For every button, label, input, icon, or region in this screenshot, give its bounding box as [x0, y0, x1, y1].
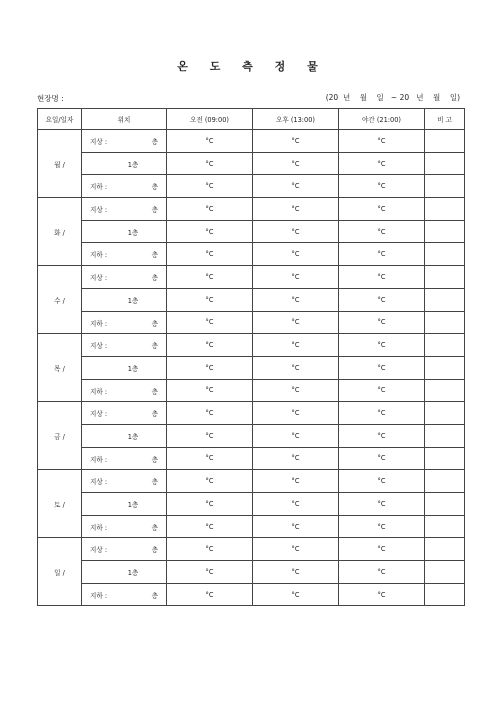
day-cell: 토 / [38, 470, 82, 538]
temp-cell-night[interactable]: °C [339, 175, 425, 198]
location-text: 지하 : [90, 387, 108, 396]
remarks-cell[interactable] [425, 561, 465, 584]
temp-cell-afternoon[interactable]: °C [253, 334, 339, 357]
header-afternoon: 오후 (13:00) [253, 109, 339, 130]
remarks-cell[interactable] [425, 152, 465, 175]
location-text: 지상 : [90, 206, 108, 215]
table-row [38, 220, 465, 243]
temp-cell-afternoon[interactable]: °C [253, 561, 339, 584]
temp-cell-morning[interactable]: °C [167, 220, 253, 243]
table-row [38, 288, 465, 311]
location-text: 지하 : [90, 251, 108, 260]
temp-cell-night[interactable]: °C [339, 198, 425, 221]
remarks-cell[interactable] [425, 583, 465, 606]
table-row [38, 447, 465, 470]
header-location: 위치 [82, 109, 167, 130]
remarks-cell[interactable] [425, 288, 465, 311]
temp-cell-afternoon[interactable]: °C [253, 424, 339, 447]
temp-cell-afternoon[interactable]: °C [253, 583, 339, 606]
table-row [38, 266, 465, 289]
location-text: 1층 [127, 228, 139, 237]
location-text: 층 [151, 206, 158, 215]
table-row [38, 493, 465, 516]
temperature-table [37, 108, 465, 606]
temp-cell-morning[interactable]: °C [167, 175, 253, 198]
location-cell-above [82, 334, 167, 357]
header-row [38, 109, 465, 130]
day-cell: 수 / [38, 266, 82, 334]
location-cell-above [82, 198, 167, 221]
location-cell-first [82, 493, 167, 516]
location-cell-above [82, 470, 167, 493]
temp-cell-morning[interactable]: °C [167, 379, 253, 402]
remarks-cell[interactable] [425, 130, 465, 153]
temp-cell-morning[interactable]: °C [167, 288, 253, 311]
location-cell-first [82, 220, 167, 243]
temp-cell-afternoon[interactable]: °C [253, 470, 339, 493]
table-row [38, 152, 465, 175]
location-cell-above [82, 130, 167, 153]
document-title: 온 도 측 정 물 [177, 60, 327, 73]
location-text: 층 [151, 387, 158, 396]
table-row [38, 356, 465, 379]
location-cell-first [82, 152, 167, 175]
location-text: 지상 : [90, 342, 108, 351]
header-day: 요일/일자 [38, 109, 82, 130]
temp-cell-night[interactable]: °C [339, 424, 425, 447]
remarks-cell[interactable] [425, 175, 465, 198]
location-cell-first [82, 288, 167, 311]
location-text: 층 [151, 183, 158, 192]
temp-cell-night[interactable]: °C [339, 152, 425, 175]
temp-cell-morning[interactable]: °C [167, 561, 253, 584]
temp-cell-afternoon[interactable]: °C [253, 311, 339, 334]
location-text: 층 [151, 319, 158, 328]
location-text: 지상 : [90, 138, 108, 146]
temp-cell-morning[interactable]: °C [167, 152, 253, 175]
temp-cell-night[interactable]: °C [339, 561, 425, 584]
location-text: 1층 [127, 160, 139, 169]
temp-cell-night[interactable]: °C [339, 356, 425, 379]
temp-cell-night[interactable]: °C [339, 220, 425, 243]
temp-cell-afternoon[interactable]: °C [253, 515, 339, 538]
table-row [38, 538, 465, 561]
temp-cell-morning[interactable]: °C [167, 583, 253, 606]
header-remarks: 비 고 [425, 109, 465, 130]
table-row [38, 402, 465, 425]
location-cell-below [82, 583, 167, 606]
temp-cell-morning[interactable]: °C [167, 356, 253, 379]
temp-cell-night[interactable]: °C [339, 515, 425, 538]
temp-cell-morning[interactable]: °C [167, 447, 253, 470]
period-range: (20 년 월 일 ~ 20 년 월 일) [325, 93, 460, 102]
temp-cell-afternoon[interactable]: °C [253, 198, 339, 221]
temp-cell-afternoon[interactable]: °C [253, 266, 339, 289]
header-night: 야간 (21:00) [339, 109, 425, 130]
remarks-cell[interactable] [425, 424, 465, 447]
temp-cell-night[interactable]: °C [339, 402, 425, 425]
remarks-cell[interactable] [425, 243, 465, 266]
location-text: 지하 : [90, 591, 108, 600]
remarks-cell[interactable] [425, 493, 465, 516]
location-text: 층 [151, 546, 158, 555]
day-cell: 목 / [38, 334, 82, 402]
location-text: 층 [151, 342, 158, 351]
temp-cell-afternoon[interactable]: °C [253, 130, 339, 153]
temp-cell-morning[interactable]: °C [167, 515, 253, 538]
location-cell-above [82, 402, 167, 425]
location-text: 지하 : [90, 455, 108, 464]
temp-cell-afternoon[interactable]: °C [253, 538, 339, 561]
location-text: 지하 : [90, 523, 108, 532]
temp-cell-morning[interactable]: °C [167, 402, 253, 425]
temp-cell-afternoon[interactable]: °C [253, 243, 339, 266]
location-cell-above [82, 266, 167, 289]
location-text: 지상 : [90, 546, 108, 555]
location-text: 층 [151, 410, 158, 419]
location-text: 층 [151, 455, 158, 464]
location-text: 층 [151, 274, 158, 283]
temp-cell-morning[interactable]: °C [167, 198, 253, 221]
location-text: 층 [151, 591, 158, 600]
table-row [38, 583, 465, 606]
temp-cell-afternoon[interactable]: °C [253, 175, 339, 198]
temp-cell-morning[interactable]: °C [167, 266, 253, 289]
remarks-cell[interactable] [425, 220, 465, 243]
temp-cell-morning[interactable]: °C [167, 130, 253, 153]
table-row [38, 175, 465, 198]
table-row [38, 515, 465, 538]
temp-cell-afternoon[interactable]: °C [253, 152, 339, 175]
temp-cell-morning[interactable]: °C [167, 470, 253, 493]
day-cell: 월 / [38, 130, 82, 198]
temp-cell-night[interactable]: °C [339, 334, 425, 357]
location-cell-below [82, 311, 167, 334]
table-row [38, 379, 465, 402]
location-text: 1층 [127, 296, 139, 305]
location-text: 층 [151, 138, 158, 146]
temp-cell-night[interactable]: °C [339, 288, 425, 311]
location-text: 지하 : [90, 319, 108, 328]
temp-cell-morning[interactable]: °C [167, 493, 253, 516]
table-row [38, 561, 465, 584]
location-cell-first [82, 424, 167, 447]
location-text: 층 [151, 251, 158, 260]
table-row [38, 470, 465, 493]
location-text: 층 [151, 478, 158, 487]
remarks-cell[interactable] [425, 470, 465, 493]
temp-cell-afternoon[interactable]: °C [253, 220, 339, 243]
remarks-cell[interactable] [425, 538, 465, 561]
temp-cell-morning[interactable]: °C [167, 538, 253, 561]
remarks-cell[interactable] [425, 402, 465, 425]
table-row [38, 334, 465, 357]
temp-cell-morning[interactable]: °C [167, 424, 253, 447]
remarks-cell[interactable] [425, 198, 465, 221]
temp-cell-night[interactable]: °C [339, 130, 425, 153]
temp-cell-morning[interactable]: °C [167, 243, 253, 266]
temp-cell-night[interactable]: °C [339, 447, 425, 470]
location-cell-below [82, 447, 167, 470]
table-row [38, 243, 465, 266]
remarks-cell[interactable] [425, 334, 465, 357]
location-cell-above [82, 538, 167, 561]
location-text: 지상 : [90, 478, 108, 487]
location-text: 1층 [127, 364, 139, 373]
temp-cell-night[interactable]: °C [339, 538, 425, 561]
location-cell-below [82, 175, 167, 198]
temp-cell-night[interactable]: °C [339, 243, 425, 266]
temp-cell-afternoon[interactable]: °C [253, 402, 339, 425]
location-cell-first [82, 561, 167, 584]
temp-cell-night[interactable]: °C [339, 493, 425, 516]
temp-cell-afternoon[interactable]: °C [253, 356, 339, 379]
temp-cell-afternoon[interactable]: °C [253, 379, 339, 402]
table-row [38, 130, 465, 153]
location-text: 층 [151, 523, 158, 532]
table-row [38, 424, 465, 447]
temp-cell-night[interactable]: °C [339, 311, 425, 334]
location-text: 1층 [127, 568, 139, 577]
day-cell: 화 / [38, 198, 82, 266]
remarks-cell[interactable] [425, 311, 465, 334]
temp-cell-morning[interactable]: °C [167, 334, 253, 357]
day-cell: 금 / [38, 402, 82, 470]
location-cell-first [82, 356, 167, 379]
temp-cell-afternoon[interactable]: °C [253, 288, 339, 311]
location-cell-below [82, 243, 167, 266]
header-morning: 오전 (09:00) [167, 109, 253, 130]
remarks-cell[interactable] [425, 356, 465, 379]
location-text: 1층 [127, 432, 139, 441]
temp-cell-night[interactable]: °C [339, 266, 425, 289]
site-name-label: 현장명 : [37, 94, 64, 103]
temp-cell-afternoon[interactable]: °C [253, 493, 339, 516]
location-cell-below [82, 379, 167, 402]
remarks-cell[interactable] [425, 266, 465, 289]
temp-cell-afternoon[interactable]: °C [253, 447, 339, 470]
location-text: 지하 : [90, 183, 108, 192]
location-text: 지상 : [90, 410, 108, 419]
table-row [38, 198, 465, 221]
location-text: 1층 [127, 500, 139, 509]
location-cell-below [82, 515, 167, 538]
remarks-cell[interactable] [425, 379, 465, 402]
table-row [38, 311, 465, 334]
remarks-cell[interactable] [425, 447, 465, 470]
temp-cell-morning[interactable]: °C [167, 311, 253, 334]
temp-cell-night[interactable]: °C [339, 470, 425, 493]
temp-cell-night[interactable]: °C [339, 379, 425, 402]
day-cell: 일 / [38, 538, 82, 606]
temp-cell-night[interactable]: °C [339, 583, 425, 606]
location-text: 지상 : [90, 274, 108, 283]
remarks-cell[interactable] [425, 515, 465, 538]
